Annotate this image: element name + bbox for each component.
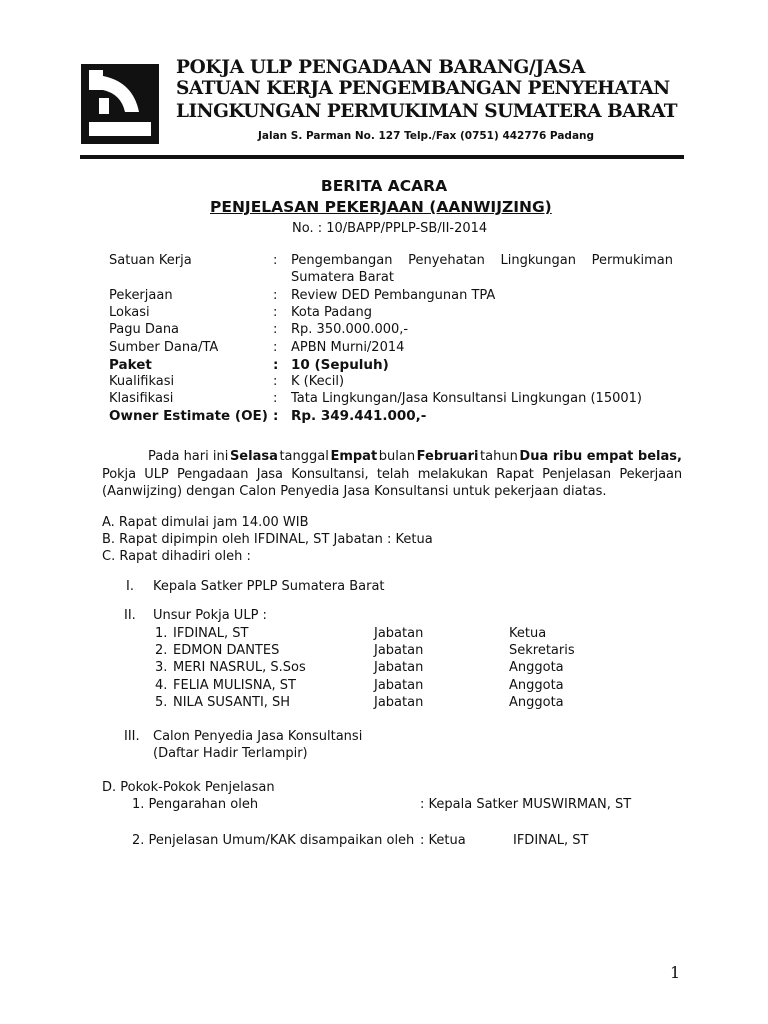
item-d2-mid: : Ketua: [420, 833, 466, 848]
item-d: D. Pokok-Pokok Penjelasan: [102, 780, 275, 795]
field-label: Pekerjaan: [109, 288, 173, 303]
doc-number: No. : 10/BAPP/PPLP-SB/II-2014: [292, 221, 488, 236]
item-c1-num: I.: [126, 579, 134, 594]
logo-emblem-icon: [81, 64, 159, 144]
member-no: 4.: [155, 678, 168, 693]
doc-title: BERITA ACARA: [320, 177, 448, 195]
field-label: Lokasi: [109, 305, 150, 320]
page-number: 1: [670, 963, 681, 982]
member-name: IFDINAL, ST: [173, 626, 249, 641]
member-no: 1.: [155, 626, 168, 641]
item-c3-num: III.: [124, 729, 140, 744]
field-value: Rp. 349.441.000,-: [291, 408, 427, 424]
field-value-cont: Sumatera Barat: [291, 270, 394, 285]
doc-subtitle: PENJELASAN PEKERJAAN (AANWIJZING): [210, 198, 552, 216]
item-d2-right: IFDINAL, ST: [513, 833, 589, 848]
field-label: Satuan Kerja: [109, 253, 192, 268]
field-value: Tata Lingkungan/Jasa Konsultansi Lingkungan (15001): [291, 391, 642, 406]
member-name: MERI NASRUL, S.Sos: [173, 660, 306, 675]
field-label: Pagu Dana: [109, 322, 180, 337]
item-c2-num: II.: [124, 608, 136, 623]
intro-line-3: (Aanwijzing) dengan Calon Penyedia Jasa Konsultansi untuk pekerjaan diatas.: [102, 484, 607, 499]
field-label: Sumber Dana/TA: [109, 340, 219, 355]
item-d1-left: 1. Pengarahan oleh: [132, 797, 259, 812]
organization-logo: [81, 64, 159, 144]
field-sep: :: [273, 253, 278, 268]
member-role: Ketua: [509, 626, 547, 641]
field-sep: :: [273, 340, 278, 355]
item-d2-left: 2. Penjelasan Umum/KAK disampaikan oleh: [132, 833, 415, 848]
field-label: Klasifikasi: [109, 391, 174, 406]
member-name: FELIA MULISNA, ST: [173, 678, 296, 693]
field-sep: :: [273, 357, 279, 373]
org-line-1: POKJA ULP PENGADAAN BARANG/JASA: [176, 57, 586, 78]
member-name: EDMON DANTES: [173, 643, 280, 658]
org-line-3: LINGKUNGAN PERMUKIMAN SUMATERA BARAT: [176, 101, 678, 122]
item-d1-right: : Kepala Satker MUSWIRMAN, ST: [420, 797, 632, 812]
member-jabatan: Jabatan: [374, 643, 424, 658]
field-label: Owner Estimate (OE): [109, 408, 268, 424]
field-value: APBN Murni/2014: [291, 340, 405, 355]
field-sep: :: [273, 374, 278, 389]
field-value: 10 (Sepuluh): [291, 357, 389, 373]
org-address: Jalan S. Parman No. 127 Telp./Fax (0751) 442776 Padang: [258, 130, 595, 142]
item-c3-text: Calon Penyedia Jasa Konsultansi: [153, 729, 363, 744]
field-label: Paket: [109, 357, 152, 373]
intro-line-2: Pokja ULP Pengadaan Jasa Konsultansi, telah melakukan Rapat Penjelasan Pekerjaan: [102, 467, 682, 482]
member-role: Sekretaris: [509, 643, 575, 658]
field-value: Rp. 350.000.000,-: [291, 322, 409, 337]
field-sep: :: [273, 322, 278, 337]
field-sep: :: [273, 305, 278, 320]
field-sep: :: [273, 391, 278, 406]
item-c1-text: Kepala Satker PPLP Sumatera Barat: [153, 579, 385, 594]
member-role: Anggota: [509, 660, 564, 675]
member-role: Anggota: [509, 695, 564, 710]
member-no: 5.: [155, 695, 168, 710]
org-line-2: SATUAN KERJA PENGEMBANGAN PENYEHATAN: [176, 78, 670, 99]
field-sep: :: [273, 288, 278, 303]
field-value: K (Kecil): [291, 374, 345, 389]
item-a: A. Rapat dimulai jam 14.00 WIB: [102, 515, 309, 530]
field-label: Kualifikasi: [109, 374, 175, 389]
member-name: NILA SUSANTI, SH: [173, 695, 291, 710]
member-no: 2.: [155, 643, 168, 658]
member-no: 3.: [155, 660, 168, 675]
item-b: B. Rapat dipimpin oleh IFDINAL, ST Jabatan : Ketua: [102, 532, 433, 547]
header-divider: [80, 155, 684, 159]
item-c3-sub: (Daftar Hadir Terlampir): [153, 746, 308, 761]
field-value: Review DED Pembangunan TPA: [291, 288, 496, 303]
item-c2-text: Unsur Pokja ULP :: [153, 608, 267, 623]
member-role: Anggota: [509, 678, 564, 693]
member-jabatan: Jabatan: [374, 695, 424, 710]
field-value: Pengembangan Penyehatan Lingkungan Permukiman: [291, 253, 673, 268]
intro-line-1: Pada hari ini Selasa tanggal Empat bulan Februari tahun Dua ribu empat belas,: [148, 449, 682, 464]
member-jabatan: Jabatan: [374, 626, 424, 641]
field-value: Kota Padang: [291, 305, 372, 320]
member-jabatan: Jabatan: [374, 678, 424, 693]
field-sep: :: [273, 408, 279, 424]
member-jabatan: Jabatan: [374, 660, 424, 675]
item-c: C. Rapat dihadiri oleh :: [102, 549, 251, 564]
